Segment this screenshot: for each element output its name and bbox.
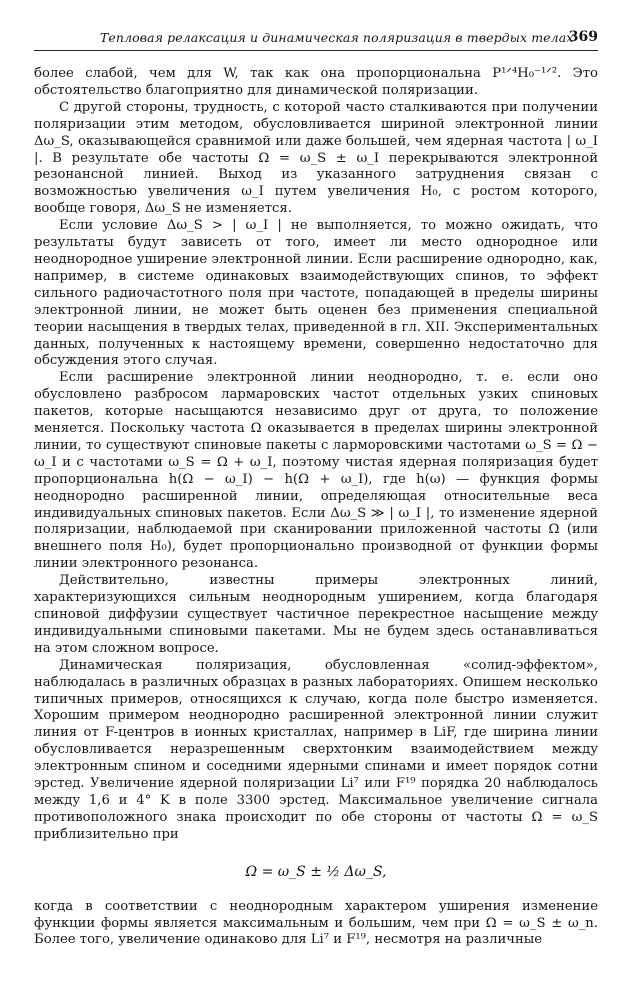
paragraph-linewidth-difficulty: С другой стороны, трудность, с которой часто сталкиваются при получении поляризации этим методом, обусловливается шириной электронной линии Δω_S, оказывающейся сравнимой или даже большей, чем ядерная частота | ω_I |. В результате обе частоты Ω = ω_S ± ω_I перекрываются электронной резонансной линией. Выход из указанного затруднения связан с возможностью увеличения ω_I путем увеличения H₀, с ростом которого, вообще говоря, Δω_S не изменяется. bbox=[34, 99, 598, 217]
running-header bbox=[34, 28, 598, 51]
paragraph-continuation: более слабой, чем для W, так как она пропорциональна P¹ᐟ⁴H₀⁻¹ᐟ². Это обстоятельство благоприятно для динамической поляризации. bbox=[34, 66, 598, 98]
paragraph-solid-effect-examples: Динамическая поляризация, обусловленная «солид-эффектом», наблюдалась в различных образцах в разных лабораториях. Опишем несколько типичных примеров, относящихся к случаю, когда поле быстро изменяется. Хорошим примером неоднородно расширенной электронной линии служит линия от F-центров в ионных кристаллах, например в LiF, где ширина линии обусловливается неразрешенным сверхтонким взаимодействием между электронным спином и соседними ядерными спинами и имеет порядок сотни эрстед. Увеличение ядерной поляризации Li⁷ или F¹⁹ порядка 20 наблюдалось между 1,6 и 4° K в поле 3300 эрстед. Максимальное увеличение сигнала противоположного знака происходит по обе стороны от частоты Ω = ω_S приблизительно при bbox=[34, 657, 598, 842]
paragraph-closing: когда в соответствии с неоднородным характером уширения изменение функции формы является максимальным и большим, чем при Ω = ω_S ± ω_n. Более того, увеличение одинаково для Li⁷ и F¹⁹, несмотря на различные bbox=[34, 898, 598, 948]
page-number: 369 bbox=[568, 29, 598, 45]
paragraph-homogeneous-broadening: Если условие Δω_S > | ω_I | не выполняется, то можно ожидать, что результаты будут зависеть от того, имеет ли место однородное или неоднородное уширение электронной линии. Если расширение однородно, как, например, в системе одинаковых взаимодействующих спинов, то эффект сильного радиочастотного поля при частоте, попадающей в пределы ширины электронной линии, не может быть оценен без применения специальной теории насыщения в твердых телах, приведенной в гл. XII. Экспериментальных данных, полученных к настоящему времени, совершенно недостаточно для обсуждения этого случая. bbox=[34, 218, 598, 369]
body-text bbox=[34, 66, 598, 949]
running-title: Тепловая релаксация и динамическая поляризация в твердых телах bbox=[100, 30, 574, 45]
display-equation: Ω = ω_S ± ½ Δω_S, bbox=[245, 863, 387, 880]
paragraph-spin-diffusion: Действительно, известны примеры электронных линий, характеризующихся сильным неоднородным уширением, когда благодаря спиновой диффузии существует частичное перекрестное насыщение между индивидуальными спиновыми пакетами. Мы не будем здесь останавливаться на этом сложном вопросе. bbox=[34, 573, 598, 656]
paragraph-inhomogeneous-broadening: Если расширение электронной линии неоднородно, т. е. если оно обусловлено разбросом лармаровских частот отдельных узких спиновых пакетов, которые насыщаются независимо друг от друга, то положение меняется. Поскольку частота Ω оказывается в пределах ширины электронной линии, то существуют спиновые пакеты с ларморовскими частотами ω_S = Ω − ω_I и с частотами ω_S = Ω + ω_I, поэтому чистая ядерная поляризация будет пропорциональна h(Ω − ω_I) − h(Ω + ω_I), где h(ω) — функция формы неоднородно расширенной линии, определяющая относительные веса индивидуальных спиновых пакетов. Если Δω_S ≫ | ω_I |, то изменение ядерной поляризации, наблюдаемой при сканировании приложенной частоты Ω (или внешнего поля H₀), будет пропорционально производной от функции формы линии электронного резонанса. bbox=[34, 370, 598, 572]
